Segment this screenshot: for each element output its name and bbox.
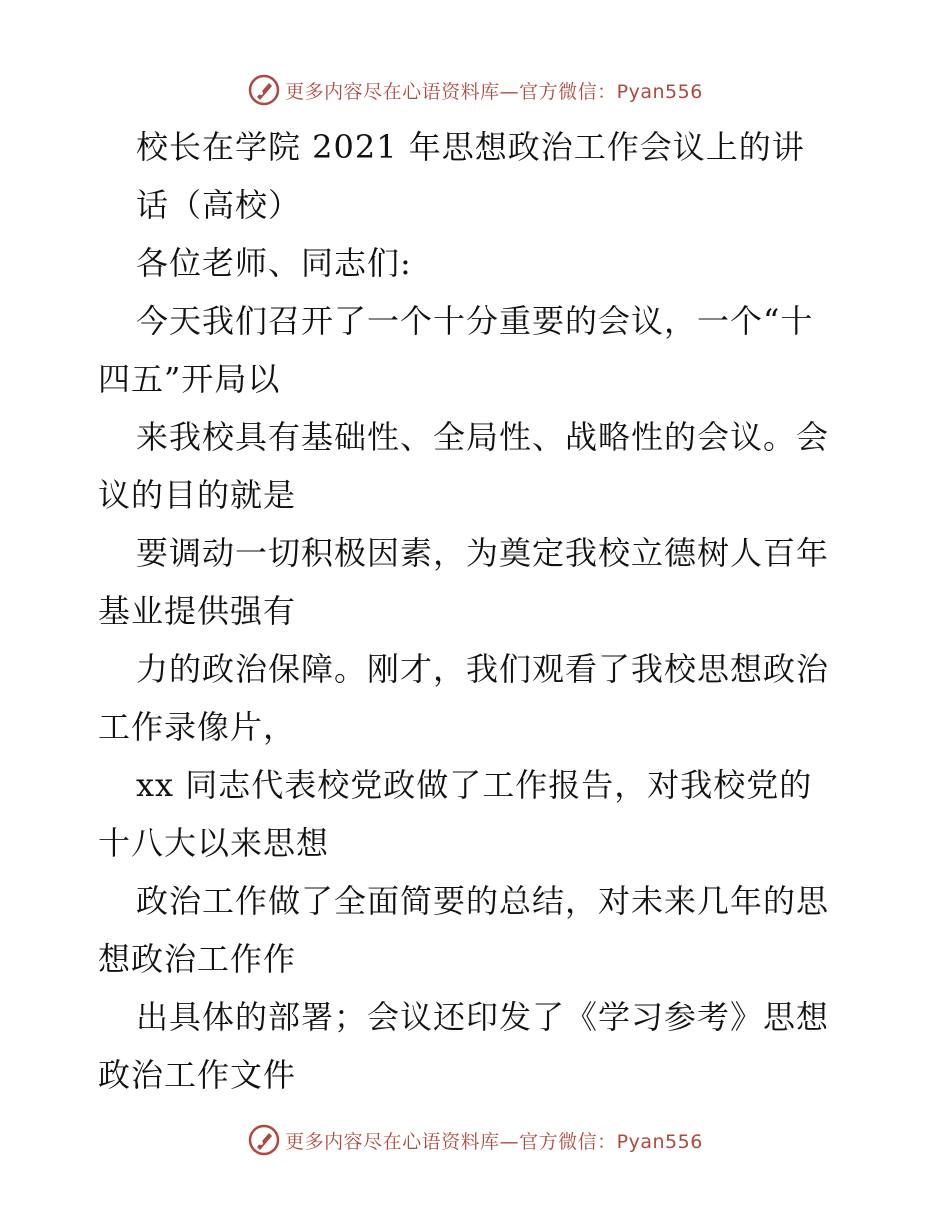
- paragraph-line: 四五”开局以: [98, 360, 281, 398]
- paragraph-line: 出具体的部署；会议还印发了《学习参考》思想: [136, 998, 830, 1036]
- paragraph-line: 来我校具有基础性、全局性、战略性的会议。会: [136, 418, 830, 456]
- paragraph-line: 基业提供强有: [98, 592, 297, 630]
- header-banner: [0, 68, 950, 112]
- paragraph-line: 政治工作做了全面简要的总结，对未来几年的思: [136, 882, 830, 920]
- pen-nib-logo-icon: [247, 1123, 281, 1157]
- paragraph-line: 力的政治保障。刚才，我们观看了我校思想政治: [136, 650, 830, 688]
- paragraph-line: 各位老师、同志们:: [136, 244, 412, 282]
- paragraph-line: 十八大以来思想: [98, 824, 330, 862]
- document-body: [98, 118, 858, 1104]
- header-banner-text: 更多内容尽在心语资料库—官方微信：Pyan556: [285, 80, 703, 103]
- footer-banner-text: 更多内容尽在心语资料库—官方微信：Pyan556: [285, 1130, 703, 1153]
- paragraph-line: xx 同志代表校党政做了工作报告，对我校党的: [136, 766, 813, 804]
- paragraph-line: 今天我们召开了一个十分重要的会议，一个“十: [136, 302, 814, 340]
- pen-nib-logo-icon: [247, 73, 281, 107]
- paragraph-line: 议的目的就是: [98, 476, 297, 514]
- document-title-line: 校长在学院 2021 年思想政治工作会议上的讲: [136, 128, 805, 166]
- paragraph-line: 工作录像片，: [98, 708, 297, 746]
- footer-banner: [0, 1118, 950, 1162]
- paragraph-line: 想政治工作作: [98, 940, 297, 978]
- paragraph-line: 要调动一切积极因素，为奠定我校立德树人百年: [136, 534, 830, 572]
- paragraph-line: 政治工作文件: [98, 1056, 297, 1094]
- document-title-line: 话（高校）: [136, 186, 302, 224]
